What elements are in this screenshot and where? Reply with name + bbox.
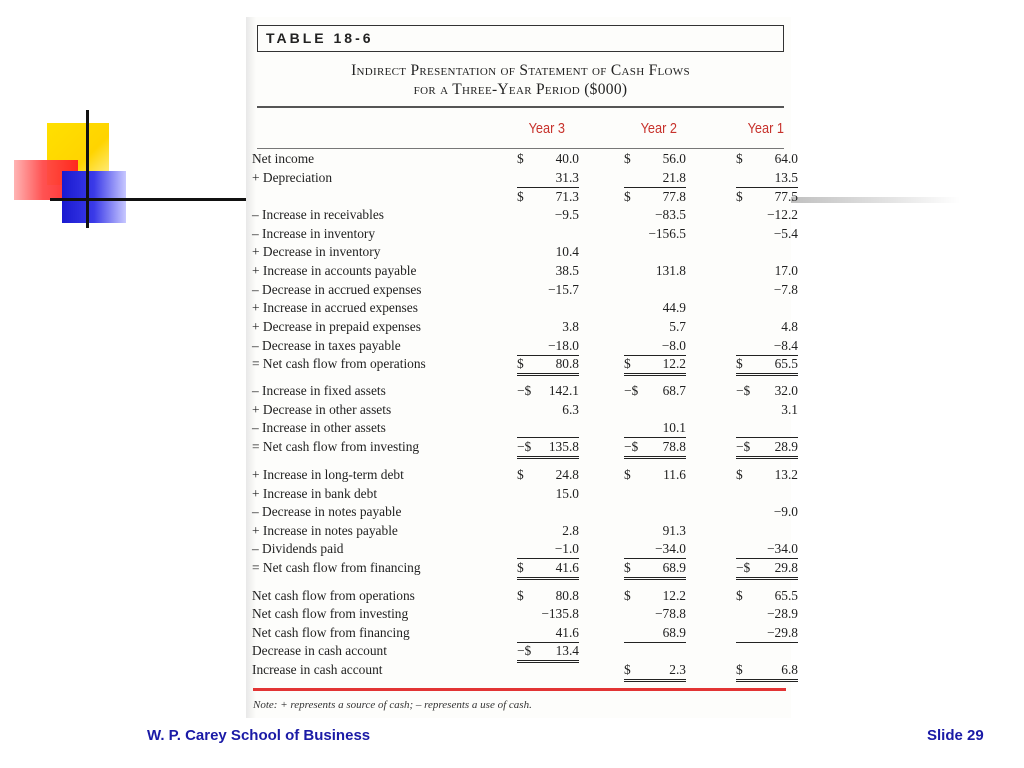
row-cell [736,523,798,540]
row-cell [624,504,686,521]
cell-value: −8.4 [773,338,798,353]
row-cell [736,300,798,317]
table-row [252,244,787,262]
row-label: + Decrease in other assets [252,402,392,417]
row-cell [517,263,579,280]
table-label: TABLE 18-6 [266,30,374,46]
table-row [252,151,798,169]
row-cell [624,383,686,400]
table-row [252,170,798,188]
cell-value: 77.8 [662,189,686,204]
currency-symbol: $ [517,588,524,603]
column-header-year3: Year 3 [528,120,565,137]
row-cell [517,606,579,623]
cell-value: −7.8 [773,282,798,297]
row-cell [517,560,579,580]
cell-value: −18.0 [548,338,579,353]
row-cell [624,300,686,317]
cell-value: 91.3 [662,523,686,538]
currency-symbol: −$ [624,383,639,398]
row-cell [736,244,798,261]
decor-gradient-line [790,197,960,203]
row-cell [624,541,686,559]
row-cell [624,662,686,682]
cell-value: −156.5 [648,226,686,241]
table-title-line2: for a Three-Year Period ($000) [413,81,628,98]
table-row [252,643,787,661]
row-cell [624,244,686,261]
cell-value: −5.4 [773,226,798,241]
cell-value: 65.5 [774,588,798,603]
table-row [252,319,798,337]
row-cell [624,151,686,168]
row-cell [517,402,579,419]
row-cell [624,319,686,336]
cell-value: −9.5 [554,207,579,222]
cell-value: 6.8 [781,662,798,677]
table-note: Note: + represents a source of cash; – represents a use of cash. [253,699,532,711]
currency-symbol: $ [624,151,631,166]
table-row [252,541,798,559]
cell-value: 68.9 [662,560,686,575]
row-label: – Increase in receivables [252,207,384,222]
row-cell [624,226,686,243]
row-cell [517,662,579,679]
row-cell [736,560,798,580]
cell-value: 3.1 [781,402,798,417]
currency-symbol: $ [517,356,524,371]
row-cell [624,189,686,206]
cell-value: 21.8 [662,170,686,185]
cell-value: 64.0 [774,151,798,166]
row-label: Net cash flow from operations [252,588,415,603]
row-cell [517,189,579,206]
cell-value: −12.2 [767,207,798,222]
row-cell [736,625,798,643]
cell-value: 135.8 [548,439,579,454]
currency-symbol: $ [517,189,524,204]
cell-value: 77.5 [774,189,798,204]
row-cell [736,226,798,243]
cell-value: 17.0 [774,263,798,278]
table-row [252,338,798,356]
cell-value: 13.4 [555,643,579,658]
row-cell [517,541,579,559]
table-row [252,523,787,541]
row-label: Net income [252,151,315,166]
currency-symbol: $ [736,467,743,482]
currency-symbol: −$ [736,439,751,454]
cell-value: 32.0 [774,383,798,398]
row-cell [736,402,798,419]
row-cell [517,523,579,540]
cell-value: 2.3 [669,662,686,677]
currency-symbol: $ [624,588,631,603]
cell-value: 2.8 [562,523,579,538]
row-label: = Net cash flow from operations [252,356,426,371]
row-cell [624,523,686,540]
footer-school: W. P. Carey School of Business [147,727,371,744]
row-cell [517,383,579,400]
row-cell [624,263,686,280]
row-label: + Decrease in prepaid expenses [252,319,421,334]
cell-value: −83.5 [655,207,686,222]
cell-value: 3.8 [562,319,579,334]
row-cell [624,338,686,356]
row-label: + Increase in accounts payable [252,263,417,278]
row-cell [624,439,686,459]
cell-value: 11.6 [663,467,686,482]
decor-vertical-line [86,110,89,228]
cell-value: −78.8 [655,606,686,621]
row-cell [736,662,798,682]
row-label: – Decrease in taxes payable [252,338,401,353]
table-row [252,606,798,624]
cell-value: 24.8 [555,467,579,482]
currency-symbol: −$ [517,439,532,454]
table-row [252,226,798,244]
row-cell [736,606,798,623]
table-row [252,300,787,318]
table-label-box [257,25,784,52]
cell-value: −8.0 [661,338,686,353]
table-row [252,625,798,643]
cell-value: −135.8 [541,606,579,621]
currency-symbol: $ [736,151,743,166]
row-cell [736,151,798,168]
cell-value: 31.3 [555,170,579,185]
cell-value: 12.2 [662,588,686,603]
row-cell [736,486,798,503]
row-cell [517,486,579,503]
currency-symbol: $ [736,356,743,371]
row-cell [736,541,798,559]
cell-value: 41.6 [555,625,579,640]
table-row [252,189,798,207]
cell-value: 142.1 [548,383,579,398]
row-cell [517,151,579,168]
footer-slide-number: Slide 29 [927,727,984,744]
row-cell [517,467,579,484]
cell-value: 38.5 [555,263,579,278]
currency-symbol: −$ [624,439,639,454]
row-label: Net cash flow from investing [252,606,409,621]
currency-symbol: −$ [736,560,751,575]
row-label: – Decrease in accrued expenses [252,282,422,297]
currency-symbol: −$ [517,383,532,398]
currency-symbol: $ [736,189,743,204]
currency-symbol: $ [624,560,631,575]
decor-horizontal-line [50,198,255,201]
row-label: Increase in cash account [252,662,383,677]
cell-value: 80.8 [555,588,579,603]
column-header-year2: Year 2 [640,120,677,137]
table-row [252,560,798,578]
row-cell [736,643,798,660]
row-cell [517,439,579,459]
row-cell [517,356,579,376]
cell-value: −9.0 [773,504,798,519]
cell-value: 56.0 [662,151,686,166]
row-cell [517,207,579,224]
cell-value: −15.7 [548,282,579,297]
cell-value: 15.0 [555,486,579,501]
cell-value: −28.9 [767,606,798,621]
table-row [252,263,798,281]
table-row [252,467,798,485]
table-row [252,383,798,401]
row-cell [517,643,579,663]
row-cell [736,319,798,336]
row-label: + Increase in accrued expenses [252,300,418,315]
cell-value: 131.8 [655,263,686,278]
cell-value: 44.9 [662,300,686,315]
currency-symbol: $ [624,356,631,371]
table-row [252,439,798,457]
row-cell [517,625,579,643]
row-cell [624,282,686,299]
row-label: + Decrease in inventory [252,244,381,259]
cell-value: 12.2 [662,356,686,371]
row-label: – Increase in fixed assets [252,383,386,398]
row-cell [517,226,579,243]
table-row [252,207,798,225]
row-cell [517,338,579,356]
row-cell [736,338,798,356]
row-label: – Increase in inventory [252,226,376,241]
cell-value: −1.0 [554,541,579,556]
table-row [252,402,798,420]
row-cell [624,606,686,623]
row-label: Decrease in cash account [252,643,387,658]
row-label: + Depreciation [252,170,333,185]
decor-blue-square [62,171,126,223]
cell-value: 71.3 [555,189,579,204]
row-cell [517,300,579,317]
cell-value: 6.3 [562,402,579,417]
cell-value: 41.6 [555,560,579,575]
row-cell [736,420,798,438]
cell-value: 10.4 [555,244,579,259]
row-cell [736,467,798,484]
cell-value: 10.1 [662,420,686,435]
row-cell [517,170,579,188]
cell-value: 13.2 [774,467,798,482]
row-cell [736,588,798,605]
table-row [252,282,798,300]
row-label: + Increase in notes payable [252,523,398,538]
currency-symbol: $ [736,662,743,677]
table-header-rule [257,148,784,149]
row-cell [736,170,798,188]
cell-value: 80.8 [555,356,579,371]
table-top-rule [257,106,784,108]
currency-symbol: $ [517,560,524,575]
row-label: – Decrease in notes payable [252,504,402,519]
cell-value: 68.9 [662,625,686,640]
row-cell [736,189,798,206]
row-cell [517,504,579,521]
cell-value: 68.7 [662,383,686,398]
cell-value: 65.5 [774,356,798,371]
row-label: = Net cash flow from investing [252,439,420,454]
cell-value: 28.9 [774,439,798,454]
row-cell [736,263,798,280]
table-row [252,504,798,522]
row-cell [517,244,579,261]
row-label: = Net cash flow from financing [252,560,421,575]
row-cell [624,625,686,643]
row-cell [736,356,798,376]
row-label: Net cash flow from financing [252,625,410,640]
row-label: – Dividends paid [252,541,344,556]
row-cell [736,504,798,521]
row-cell [624,420,686,438]
table-row [252,662,798,680]
row-cell [624,207,686,224]
table-title-line1: Indirect Presentation of Statement of Cash Flows [351,62,690,79]
cell-value: −29.8 [767,625,798,640]
currency-symbol: $ [736,588,743,603]
row-cell [517,420,579,438]
currency-symbol: $ [517,151,524,166]
table-bottom-rule [253,688,786,691]
currency-symbol: $ [624,189,631,204]
currency-symbol: $ [624,467,631,482]
row-label: – Increase in other assets [252,420,386,435]
table-row [252,420,787,438]
cell-value: 4.8 [781,319,798,334]
cell-value: −34.0 [767,541,798,556]
table-row [252,486,787,504]
row-cell [624,560,686,580]
cell-value: 5.7 [669,319,686,334]
row-label: + Increase in long-term debt [252,467,404,482]
row-cell [624,402,686,419]
row-label: + Increase in bank debt [252,486,378,501]
row-cell [624,588,686,605]
row-cell [624,467,686,484]
table-row [252,356,798,374]
row-cell [517,588,579,605]
row-cell [736,282,798,299]
row-cell [517,282,579,299]
cell-value: 78.8 [662,439,686,454]
cell-value: −34.0 [655,541,686,556]
cell-value: 40.0 [555,151,579,166]
currency-symbol: −$ [736,383,751,398]
cell-value: 13.5 [774,170,798,185]
row-cell [736,207,798,224]
currency-symbol: $ [624,662,631,677]
row-cell [624,643,686,660]
currency-symbol: $ [517,467,524,482]
row-cell [517,319,579,336]
row-cell [624,170,686,188]
column-header-year1: Year 1 [747,120,784,137]
row-cell [736,383,798,400]
cell-value: 29.8 [774,560,798,575]
table-row [252,588,798,606]
row-cell [624,486,686,503]
currency-symbol: −$ [517,643,532,658]
row-cell [736,439,798,459]
row-cell [624,356,686,376]
